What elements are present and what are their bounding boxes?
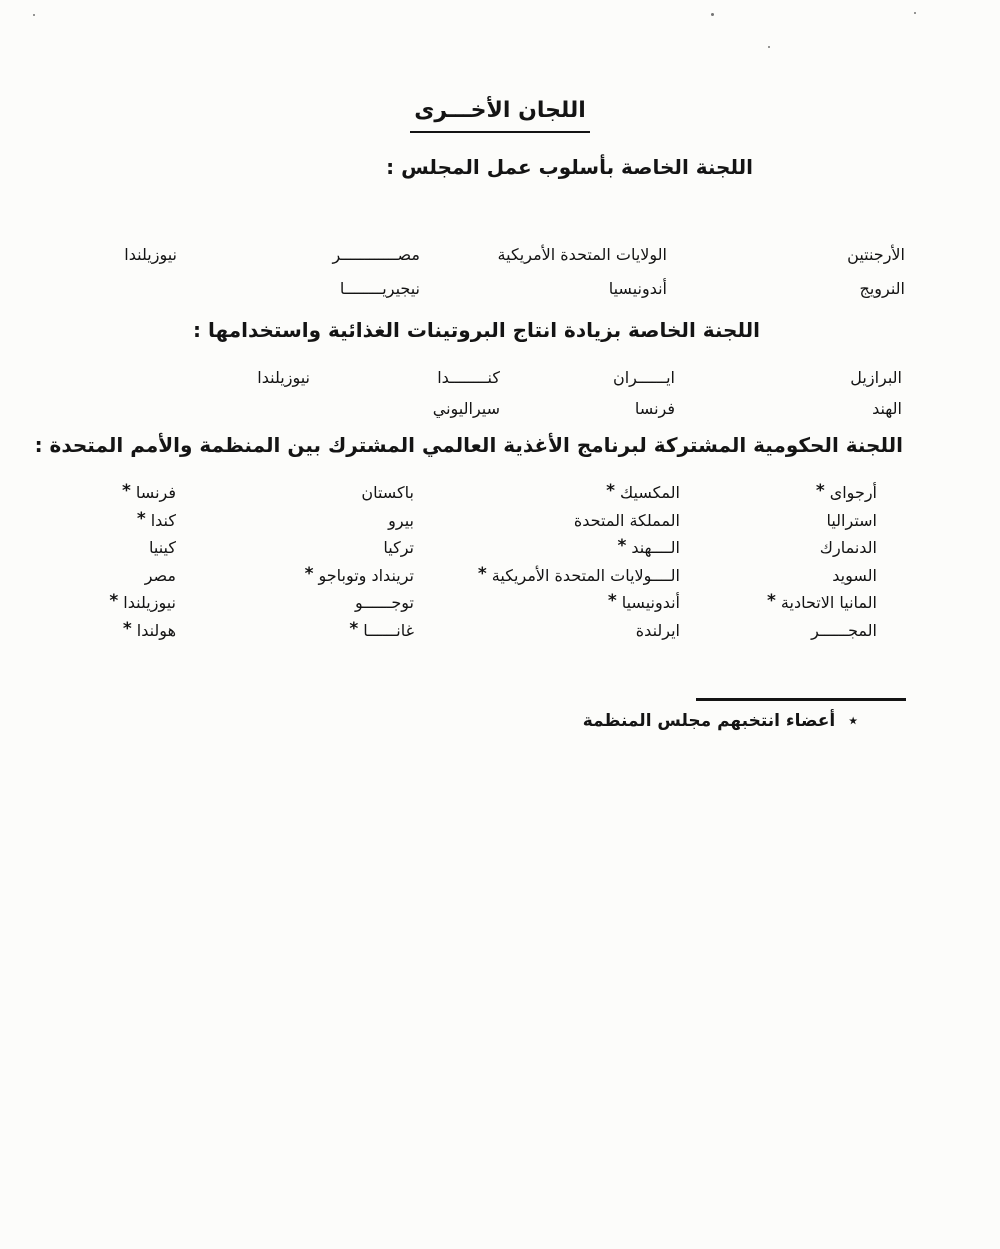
member-country-row <box>767 589 877 617</box>
country-name: ايرلندة <box>635 620 680 640</box>
members-column <box>613 362 675 424</box>
member-country-row <box>124 238 177 272</box>
country-name: هولندا <box>136 620 176 640</box>
members-column <box>847 238 905 306</box>
country-name: النرويج <box>859 279 905 298</box>
elected-member-star-icon: * <box>122 481 131 501</box>
country-name: مصر <box>144 565 176 585</box>
member-country-row <box>109 507 176 535</box>
member-country-row <box>498 272 667 306</box>
member-country-row <box>767 479 877 507</box>
member-country-row <box>478 534 680 562</box>
footnote-divider-rule <box>696 698 906 701</box>
country-name: كندا <box>150 510 176 530</box>
member-country-row <box>109 534 176 562</box>
elected-member-star-icon: * <box>304 563 314 584</box>
scan-speck <box>768 46 770 48</box>
member-country-row <box>478 562 680 590</box>
scan-speck <box>914 12 916 14</box>
member-country-row <box>478 479 680 507</box>
country-name: أندونيسيا <box>608 279 667 298</box>
country-name: مصــــــــــــر <box>332 245 420 264</box>
member-country-row <box>305 507 414 535</box>
member-country-row <box>109 562 176 590</box>
country-name: ترينداد وتوباجو <box>318 565 414 585</box>
member-country-row <box>847 272 905 306</box>
member-country-row <box>305 534 414 562</box>
country-name: نيوزيلندا <box>257 368 310 387</box>
member-country-row <box>498 238 667 272</box>
country-name: نيوزيلندا <box>123 593 176 612</box>
member-country-row <box>257 362 310 393</box>
member-country-row <box>767 534 877 562</box>
members-column <box>478 479 680 644</box>
member-country-row <box>767 562 877 590</box>
country-name: الأرجنتين <box>847 245 905 264</box>
country-name: الهند <box>872 399 902 418</box>
elected-member-star-icon: * <box>109 591 119 611</box>
members-column <box>305 479 414 644</box>
member-country-row <box>305 617 414 645</box>
elected-member-star-icon: * <box>136 508 146 529</box>
footnote-star-icon: ٭ <box>848 710 858 731</box>
country-name: كينيا <box>149 538 176 557</box>
country-name: المكسيك <box>620 483 680 502</box>
member-country-row <box>332 238 420 272</box>
country-name: فرنسا <box>135 483 176 502</box>
scan-speck <box>33 14 35 16</box>
country-name: استراليا <box>826 510 877 530</box>
member-country-row <box>332 272 420 306</box>
members-column <box>109 479 176 644</box>
country-name: تركيا <box>383 538 414 557</box>
scan-speck <box>711 13 714 16</box>
country-name: أرجواى <box>829 483 877 502</box>
elected-member-star-icon: * <box>607 591 617 611</box>
member-country-row <box>109 589 176 617</box>
elected-member-star-icon: * <box>477 563 487 584</box>
elected-member-star-icon: * <box>815 481 825 501</box>
country-name: السويد <box>832 565 877 585</box>
member-country-row <box>613 362 675 393</box>
member-country-row <box>850 393 902 424</box>
member-country-row <box>305 562 414 590</box>
page-title-wrap <box>0 98 1000 133</box>
member-country-row <box>478 589 680 617</box>
member-country-row <box>478 617 680 645</box>
members-column <box>767 479 877 644</box>
member-country-row <box>305 479 414 507</box>
country-name: أندونيسيا <box>621 593 680 612</box>
member-country-row <box>478 507 680 535</box>
member-country-row <box>847 238 905 272</box>
member-country-row <box>613 393 675 424</box>
section-3-heading: اللجنة الحكومية المشتركة لبرنامج الأغذية العالمي المشترك بين المنظمة والأمم المتحدة : <box>34 433 903 457</box>
country-name: البرازيل <box>850 368 902 387</box>
country-name: فرنسا <box>634 399 675 418</box>
country-name: الــــهند <box>631 538 680 557</box>
members-column <box>433 362 500 424</box>
country-name: بيرو <box>388 510 414 530</box>
page-title: اللجان الأخـــرى <box>410 98 590 133</box>
country-name: سيراليوني <box>432 399 500 418</box>
country-name: كنــــــــدا <box>437 368 500 387</box>
footnote <box>583 710 858 731</box>
footnote-text: أعضاء انتخبهم مجلس المنظمة <box>582 711 836 731</box>
country-name: توجــــــو <box>355 593 414 612</box>
members-column <box>257 362 310 393</box>
member-country-row <box>433 393 500 424</box>
country-name: الولايات المتحدة الأمريكية <box>497 245 667 264</box>
country-name: الدنمارك <box>819 538 877 557</box>
elected-member-star-icon: * <box>122 618 132 639</box>
member-country-row <box>850 362 902 393</box>
elected-member-star-icon: * <box>606 481 615 501</box>
member-country-row <box>433 362 500 393</box>
section-2-heading: اللجنة الخاصة بزيادة انتاج البروتينات الغذائية واستخدامها : <box>193 318 760 342</box>
members-column <box>850 362 902 424</box>
elected-member-star-icon: * <box>617 536 627 556</box>
members-column <box>332 238 420 306</box>
member-country-row <box>767 617 877 645</box>
member-country-row <box>109 479 176 507</box>
member-country-row <box>109 617 176 645</box>
country-name: نيوزيلندا <box>124 245 177 264</box>
member-country-row <box>305 589 414 617</box>
section-1-heading: اللجنة الخاصة بأسلوب عمل المجلس : <box>386 155 753 179</box>
country-name: المجــــــر <box>811 620 877 640</box>
country-name: نيجيريــــــــا <box>339 279 420 298</box>
elected-member-star-icon: * <box>767 591 776 611</box>
country-name: ايــــــران <box>612 368 675 387</box>
members-column <box>124 238 177 272</box>
country-name: باكستان <box>361 483 414 502</box>
elected-member-star-icon: * <box>349 618 359 639</box>
country-name: الــــولايات المتحدة الأمريكية <box>491 565 680 585</box>
country-name: المانيا الاتحادية <box>780 593 877 612</box>
members-column <box>498 238 667 306</box>
member-country-row <box>767 507 877 535</box>
country-name: المملكة المتحدة <box>573 510 680 530</box>
country-name: غانــــــا <box>363 620 414 640</box>
